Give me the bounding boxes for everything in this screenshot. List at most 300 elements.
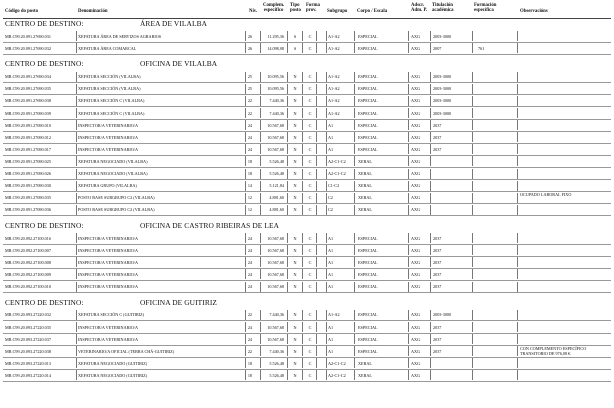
column-divider bbox=[408, 120, 409, 130]
row-forma: C bbox=[308, 86, 312, 92]
column-divider bbox=[430, 334, 431, 344]
column-divider bbox=[316, 72, 317, 82]
row-subgrupo: A1-A2 bbox=[328, 74, 340, 80]
column-divider bbox=[260, 269, 261, 279]
row-adscr: AXG bbox=[411, 122, 421, 128]
row-code: MR.C99.20.093.27220.035 bbox=[5, 324, 51, 330]
row-adscr: AXG bbox=[411, 348, 421, 354]
column-divider bbox=[408, 346, 409, 356]
row-denominacion: INSPECTOR/A VETERINARIO/A bbox=[78, 122, 138, 128]
column-divider bbox=[287, 322, 288, 332]
col-corpo-header: Corpo / Escala bbox=[357, 9, 388, 14]
column-divider bbox=[408, 43, 409, 53]
row-complemento: 5.526,48 bbox=[269, 171, 284, 176]
column-divider bbox=[302, 169, 303, 179]
row-nivel: 12 bbox=[247, 207, 252, 213]
column-divider bbox=[245, 31, 246, 41]
row-subgrupo: A1-A2 bbox=[328, 86, 340, 92]
row-forma: C bbox=[308, 284, 312, 290]
column-divider bbox=[302, 43, 303, 53]
column-divider bbox=[326, 233, 327, 243]
row-code: MR.C99.20.091.27690.017 bbox=[5, 146, 51, 152]
column-divider bbox=[287, 120, 288, 130]
column-divider bbox=[245, 120, 246, 130]
column-divider bbox=[430, 245, 431, 255]
row-code: MR.C99.20.093.27220.037 bbox=[5, 336, 51, 342]
row-subgrupo: A1-A2 bbox=[328, 98, 340, 104]
row-titulacion: 2037 bbox=[433, 336, 442, 342]
row-titulacion: 2003-3000 bbox=[433, 74, 452, 80]
table-row bbox=[0, 71, 614, 83]
column-divider bbox=[326, 322, 327, 332]
row-nivel: 26 bbox=[247, 33, 252, 39]
column-divider bbox=[245, 310, 246, 320]
row-forma: C bbox=[308, 183, 312, 189]
table-row bbox=[0, 204, 614, 216]
column-divider bbox=[326, 269, 327, 279]
row-tipo: N bbox=[293, 183, 297, 189]
row-nivel: 14 bbox=[247, 183, 252, 189]
column-divider bbox=[287, 108, 288, 118]
column-divider bbox=[245, 181, 246, 191]
column-divider bbox=[316, 233, 317, 243]
row-titulacion: 2037 bbox=[433, 271, 442, 277]
row-adscr: AXG bbox=[411, 110, 421, 116]
column-divider bbox=[430, 96, 431, 106]
col-formacion-header: Formación específica bbox=[474, 3, 497, 14]
column-divider bbox=[287, 169, 288, 179]
section-header bbox=[0, 59, 614, 69]
column-divider bbox=[326, 257, 327, 267]
row-nivel: 12 bbox=[247, 195, 252, 201]
column-divider bbox=[287, 31, 288, 41]
column-divider bbox=[245, 193, 246, 203]
column-divider bbox=[302, 269, 303, 279]
row-complemento: 5.121,84 bbox=[269, 183, 284, 189]
row-complemento: 7.440,36 bbox=[269, 98, 284, 104]
column-divider bbox=[76, 31, 77, 41]
column-divider bbox=[354, 43, 355, 53]
column-divider bbox=[302, 346, 303, 356]
column-divider bbox=[354, 193, 355, 203]
row-denominacion: XEFATURA GRUPO (VILALBA) bbox=[78, 183, 137, 189]
column-divider bbox=[472, 31, 473, 41]
column-divider bbox=[76, 370, 77, 380]
row-corpo: ESPECIAL bbox=[358, 110, 378, 116]
row-adscr: AXG bbox=[411, 259, 421, 265]
row-complemento: 5.526,48 bbox=[269, 372, 284, 378]
column-divider bbox=[326, 144, 327, 154]
row-complemento: 10.095,56 bbox=[267, 74, 284, 80]
column-divider bbox=[316, 31, 317, 41]
row-forma: C bbox=[308, 195, 312, 201]
row-corpo: ESPECIAL bbox=[358, 259, 378, 265]
row-code: MR.C99.20.091.27690.038 bbox=[5, 98, 51, 104]
row-code: MR.C99.20.091.27690.012 bbox=[5, 134, 51, 140]
row-denominacion: VETERINARIO/A OFICIAL (TERRA CHÁ-GUITIRIZ) bbox=[78, 348, 175, 354]
column-divider bbox=[260, 108, 261, 118]
row-corpo: ESPECIAL bbox=[358, 45, 378, 51]
table-row bbox=[0, 244, 614, 256]
column-divider bbox=[302, 96, 303, 106]
column-divider bbox=[408, 358, 409, 368]
row-tipo: N bbox=[293, 207, 297, 213]
column-divider bbox=[354, 84, 355, 94]
column-divider bbox=[260, 144, 261, 154]
column-divider bbox=[408, 31, 409, 41]
column-divider bbox=[245, 370, 246, 380]
column-divider bbox=[260, 282, 261, 292]
centro-name: OFICINA DE GUITIRIZ bbox=[140, 297, 218, 307]
column-divider bbox=[287, 346, 288, 356]
column-divider bbox=[326, 346, 327, 356]
row-code: MR.C99.20.091.27690.034 bbox=[5, 74, 51, 80]
column-divider bbox=[260, 132, 261, 142]
column-divider bbox=[76, 322, 77, 332]
column-divider bbox=[76, 96, 77, 106]
row-tipo: N bbox=[293, 134, 297, 140]
column-divider bbox=[245, 84, 246, 94]
column-divider bbox=[76, 346, 77, 356]
column-divider bbox=[316, 205, 317, 215]
column-divider bbox=[472, 245, 473, 255]
column-divider bbox=[517, 31, 518, 41]
row-denominacion: INSPECTOR/A VETERINARIO/A bbox=[78, 336, 138, 342]
row-titulacion: 2003-3000 bbox=[433, 86, 452, 92]
row-denominacion: INSPECTOR/A VETERINARIO/A bbox=[78, 146, 138, 152]
column-divider bbox=[326, 334, 327, 344]
column-divider bbox=[354, 205, 355, 215]
column-divider bbox=[245, 334, 246, 344]
column-divider bbox=[517, 334, 518, 344]
column-divider bbox=[287, 144, 288, 154]
row-formacion: 761 bbox=[478, 45, 485, 51]
centro-name: OFICINA DE CASTRO RIBEIRAS DE LEA bbox=[140, 220, 280, 230]
column-divider bbox=[245, 156, 246, 166]
row-denominacion: INSPECTOR/A VETERINARIO/A bbox=[78, 235, 138, 241]
table-row bbox=[0, 30, 614, 42]
column-divider bbox=[430, 233, 431, 243]
column-divider bbox=[517, 322, 518, 332]
column-divider bbox=[354, 370, 355, 380]
column-divider bbox=[517, 346, 518, 356]
row-complemento: 10.567,68 bbox=[267, 284, 284, 290]
column-divider bbox=[430, 269, 431, 279]
column-divider bbox=[302, 358, 303, 368]
column-divider bbox=[517, 43, 518, 53]
table-row bbox=[0, 309, 614, 321]
column-divider bbox=[76, 156, 77, 166]
row-corpo: ESPECIAL bbox=[358, 271, 378, 277]
column-divider bbox=[517, 269, 518, 279]
column-divider bbox=[302, 132, 303, 142]
column-divider bbox=[260, 370, 261, 380]
row-complemento: 7.440,36 bbox=[269, 110, 284, 116]
row-denominacion: XEFATURA NEGOCIADO (VILALBA) bbox=[78, 158, 148, 164]
row-subgrupo: A1-A2 bbox=[328, 45, 340, 51]
column-divider bbox=[245, 233, 246, 243]
column-divider bbox=[260, 120, 261, 130]
column-divider bbox=[354, 120, 355, 130]
column-divider bbox=[287, 84, 288, 94]
row-subgrupo: C2 bbox=[328, 207, 333, 213]
column-divider bbox=[408, 72, 409, 82]
column-divider bbox=[245, 132, 246, 142]
col-nivel-header: Nív. bbox=[249, 9, 258, 14]
column-divider bbox=[326, 370, 327, 380]
table-row bbox=[0, 281, 614, 293]
column-divider bbox=[287, 193, 288, 203]
col-forma-header: Forma prov. bbox=[306, 3, 320, 14]
column-divider bbox=[302, 205, 303, 215]
row-subgrupo: A2-C1-C2 bbox=[328, 158, 346, 164]
table-row bbox=[0, 345, 614, 357]
row-forma: C bbox=[308, 324, 312, 330]
row-nivel: 24 bbox=[247, 146, 252, 152]
row-denominacion: XEFATURA SECCIÓN C (VILALBA) bbox=[78, 110, 145, 116]
table-row bbox=[0, 333, 614, 345]
row-complemento: 5.526,48 bbox=[269, 158, 284, 164]
row-subgrupo: A1 bbox=[328, 324, 334, 330]
row-forma: C bbox=[308, 33, 312, 39]
row-tipo: N bbox=[293, 324, 297, 330]
row-observacions: OCUPADO LABORAL FIXO bbox=[520, 192, 572, 198]
row-code: MR.C99.20.091.27690.026 bbox=[5, 171, 51, 176]
row-titulacion: 2037 bbox=[433, 146, 442, 152]
column-divider bbox=[326, 108, 327, 118]
column-divider bbox=[354, 169, 355, 179]
row-forma: C bbox=[308, 360, 312, 366]
column-divider bbox=[260, 43, 261, 53]
row-titulacion: 2003-3000 bbox=[433, 98, 452, 104]
row-nivel: 22 bbox=[247, 348, 252, 354]
table-row bbox=[0, 168, 614, 180]
column-divider bbox=[326, 310, 327, 320]
column-divider bbox=[260, 205, 261, 215]
row-tipo: N bbox=[293, 348, 297, 354]
row-code: MR.C99.20.092.27100.008 bbox=[5, 259, 51, 265]
column-divider bbox=[354, 72, 355, 82]
row-tipo: N bbox=[293, 336, 297, 342]
column-divider bbox=[472, 310, 473, 320]
column-divider bbox=[472, 156, 473, 166]
row-forma: C bbox=[308, 348, 312, 354]
row-forma: C bbox=[308, 98, 312, 104]
row-corpo: ESPECIAL bbox=[358, 122, 378, 128]
row-denominacion: XEFATURA SECCIÓN (VILALBA) bbox=[78, 74, 141, 80]
column-divider bbox=[408, 269, 409, 279]
column-divider bbox=[245, 169, 246, 179]
column-divider bbox=[354, 322, 355, 332]
row-denominacion: XEFATURA NEGOCIADO (GUITIRIZ) bbox=[78, 372, 148, 378]
column-divider bbox=[76, 108, 77, 118]
column-divider bbox=[76, 193, 77, 203]
column-divider bbox=[316, 358, 317, 368]
row-tipo: N bbox=[293, 74, 297, 80]
table-row bbox=[0, 180, 614, 192]
column-divider bbox=[430, 84, 431, 94]
column-divider bbox=[517, 84, 518, 94]
column-divider bbox=[430, 205, 431, 215]
column-divider bbox=[302, 245, 303, 255]
column-divider bbox=[76, 245, 77, 255]
column-divider bbox=[430, 322, 431, 332]
column-divider bbox=[316, 334, 317, 344]
row-subgrupo: A1 bbox=[328, 348, 334, 354]
column-divider bbox=[517, 370, 518, 380]
column-divider bbox=[260, 156, 261, 166]
row-titulacion: 2037 bbox=[433, 348, 442, 354]
column-divider bbox=[472, 169, 473, 179]
column-divider bbox=[517, 181, 518, 191]
column-divider bbox=[76, 181, 77, 191]
row-code: MR.C99.20.091.27690.030 bbox=[5, 183, 51, 189]
column-divider bbox=[245, 257, 246, 267]
row-denominacion: INSPECTOR/A VETERINARIO/A bbox=[78, 134, 138, 140]
column-divider bbox=[287, 245, 288, 255]
column-divider bbox=[326, 84, 327, 94]
column-divider bbox=[517, 193, 518, 203]
row-adscr: AXG bbox=[411, 195, 421, 201]
row-subgrupo: A1 bbox=[328, 336, 334, 342]
column-divider bbox=[354, 257, 355, 267]
column-divider bbox=[326, 72, 327, 82]
column-divider bbox=[430, 358, 431, 368]
column-divider bbox=[408, 144, 409, 154]
section-header bbox=[0, 19, 614, 29]
row-complemento: 10.567,68 bbox=[267, 271, 284, 277]
column-divider bbox=[408, 205, 409, 215]
row-code: MR.C99.20.092.27100.007 bbox=[5, 247, 51, 253]
column-divider bbox=[302, 193, 303, 203]
row-adscr: AXG bbox=[411, 183, 421, 189]
row-adscr: AXG bbox=[411, 33, 421, 39]
row-corpo: ESPECIAL bbox=[358, 336, 378, 342]
row-titulacion: 2037 bbox=[433, 134, 442, 140]
column-divider bbox=[408, 169, 409, 179]
row-denominacion: XEFATURA SECCIÓN C (GUITIRIZ) bbox=[78, 312, 145, 318]
column-divider bbox=[302, 156, 303, 166]
column-divider bbox=[76, 233, 77, 243]
column-divider bbox=[260, 193, 261, 203]
row-nivel: 18 bbox=[247, 372, 252, 378]
row-subgrupo: A1 bbox=[328, 247, 334, 253]
row-nivel: 24 bbox=[247, 284, 252, 290]
col-observaciones-header: Observacións bbox=[520, 9, 548, 14]
row-subgrupo: A1 bbox=[328, 122, 334, 128]
row-forma: C bbox=[308, 312, 312, 318]
column-divider bbox=[408, 193, 409, 203]
centro-label: CENTRO DE DESTINO: bbox=[5, 220, 84, 230]
column-divider bbox=[354, 108, 355, 118]
row-corpo: XERAL bbox=[358, 183, 372, 189]
column-divider bbox=[287, 358, 288, 368]
row-complemento: 10.567,68 bbox=[267, 235, 284, 241]
column-divider bbox=[326, 181, 327, 191]
row-corpo: ESPECIAL bbox=[358, 98, 378, 104]
column-divider bbox=[260, 72, 261, 82]
table-row bbox=[0, 83, 614, 95]
column-divider bbox=[472, 108, 473, 118]
column-divider bbox=[287, 282, 288, 292]
row-titulacion: 2003-3000 bbox=[433, 110, 452, 116]
column-divider bbox=[408, 322, 409, 332]
column-divider bbox=[260, 84, 261, 94]
row-complemento: 10.567,68 bbox=[267, 336, 284, 342]
row-subgrupo: A1 bbox=[328, 134, 334, 140]
row-code: MR.C99.20.091.27690.039 bbox=[5, 110, 51, 116]
row-tipo: N bbox=[293, 312, 297, 318]
row-corpo: XERAL bbox=[358, 360, 372, 366]
column-divider bbox=[260, 334, 261, 344]
centro-label: CENTRO DE DESTINO: bbox=[5, 297, 84, 307]
row-subgrupo: A1 bbox=[328, 146, 334, 152]
row-complemento: 10.567,68 bbox=[267, 122, 284, 128]
column-divider bbox=[472, 205, 473, 215]
column-divider bbox=[354, 144, 355, 154]
row-code: MR.C99.20.093.27220.013 bbox=[5, 360, 51, 366]
column-divider bbox=[472, 322, 473, 332]
column-divider bbox=[472, 72, 473, 82]
column-divider bbox=[408, 84, 409, 94]
row-nivel: 24 bbox=[247, 122, 252, 128]
row-denominacion: INSPECTOR/A VETERINARIO/A bbox=[78, 284, 138, 290]
row-rule bbox=[3, 54, 611, 55]
row-denominacion: INSPECTOR/A VETERINARIO/A bbox=[78, 271, 138, 277]
column-divider bbox=[76, 358, 77, 368]
column-divider bbox=[260, 257, 261, 267]
column-divider bbox=[260, 181, 261, 191]
row-adscr: AXG bbox=[411, 247, 421, 253]
column-divider bbox=[326, 156, 327, 166]
column-divider bbox=[517, 120, 518, 130]
column-divider bbox=[260, 233, 261, 243]
row-titulacion: 2003-3000 bbox=[433, 33, 452, 39]
column-divider bbox=[354, 31, 355, 41]
column-divider bbox=[430, 282, 431, 292]
table-row bbox=[0, 232, 614, 244]
column-divider bbox=[408, 370, 409, 380]
column-divider bbox=[472, 334, 473, 344]
column-divider bbox=[245, 322, 246, 332]
row-subgrupo: C1-C2 bbox=[328, 183, 340, 189]
row-forma: C bbox=[308, 158, 312, 164]
row-corpo: ESPECIAL bbox=[358, 324, 378, 330]
column-divider bbox=[472, 132, 473, 142]
column-divider bbox=[245, 96, 246, 106]
row-subgrupo: C2 bbox=[328, 195, 333, 201]
column-divider bbox=[408, 282, 409, 292]
column-divider bbox=[260, 358, 261, 368]
column-divider bbox=[316, 181, 317, 191]
row-adscr: AXG bbox=[411, 74, 421, 80]
column-divider bbox=[287, 181, 288, 191]
column-divider bbox=[472, 181, 473, 191]
column-divider bbox=[326, 31, 327, 41]
row-tipo: N bbox=[293, 271, 297, 277]
column-divider bbox=[302, 31, 303, 41]
column-divider bbox=[517, 96, 518, 106]
column-divider bbox=[287, 269, 288, 279]
column-divider bbox=[316, 322, 317, 332]
column-divider bbox=[354, 310, 355, 320]
column-divider bbox=[302, 108, 303, 118]
row-forma: C bbox=[308, 110, 312, 116]
row-forma: C bbox=[308, 207, 312, 213]
row-tipo: N bbox=[293, 372, 297, 378]
column-divider bbox=[287, 257, 288, 267]
column-divider bbox=[76, 169, 77, 179]
